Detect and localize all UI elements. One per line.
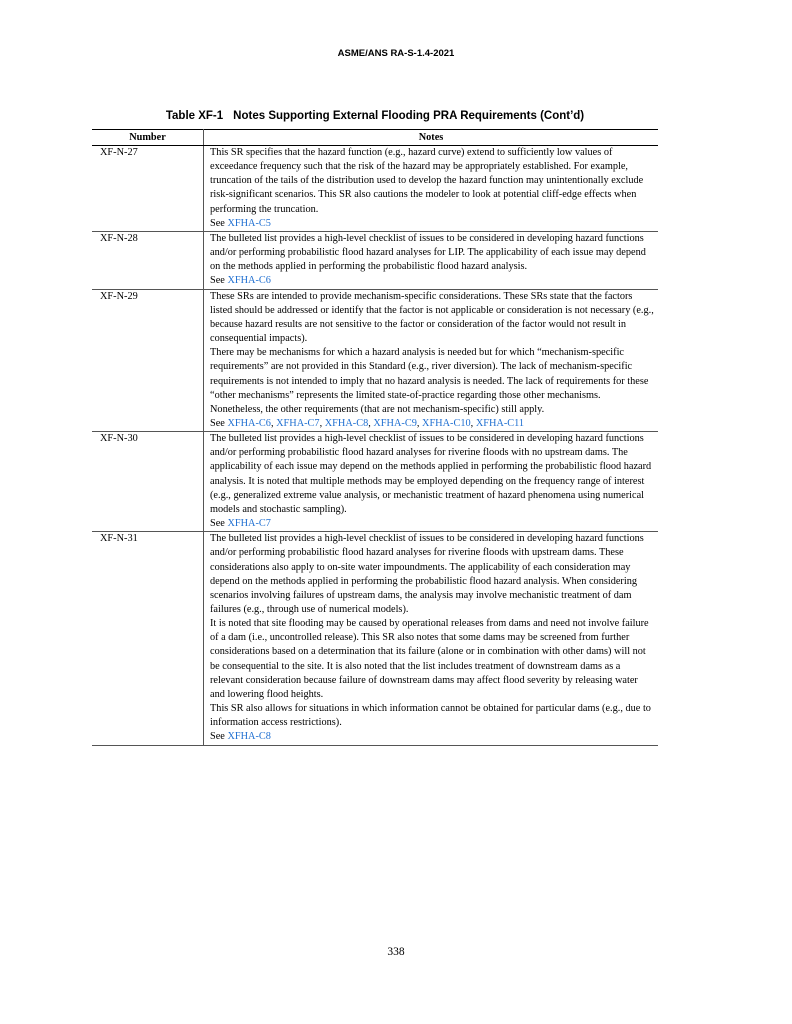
table-caption-label: Table XF-1 <box>165 110 224 122</box>
see-prefix: See <box>210 217 225 229</box>
row-number: XF-N-29 <box>92 289 204 432</box>
notes-table <box>92 129 658 746</box>
table-row <box>92 432 658 532</box>
table-caption-title: Notes Supporting External Flooding PRA Requirements (Cont’d) <box>233 110 585 122</box>
note-paragraph: There may be mechanisms for which a hazard analysis is needed but for which “mechanism-specific requirements” are not provided in this Standard (e.g., river diversion). The lack of mechanism-specific requirements is not intended to imply that no hazard analysis is needed. The lack of requirements for these “other mechanisms” represents the limited state-of-practice regarding those other mechanisms. Nonetheless, the other requirements (that are not mechanism-specific) still apply. <box>210 347 649 415</box>
note-paragraph: The bulleted list provides a high-level checklist of issues to be considered in developing hazard functions and/or performing probabilistic flood hazard analyses for riverine floods with upstream dams. These considerations also apply to on-site water impoundments. The applicability of each consideration may depend on the methods applied in performing the probabilistic flood hazard analysis. When considering scenarios involving failures of upstream dams, the analysis may involve mechanistic treatment of dam failures (e.g., through use of numerical models). <box>210 533 644 615</box>
note-paragraph: It is noted that site flooding may be caused by operational releases from dams and need not involve failure of a dam (i.e., uncontrolled release). This SR also notes that some dams may be screened from further considerations based on a determination that its failure (alone or in combination with other dams) will not be consequential to the site. It is also noted that the list includes treatment of downstream dams as a relevant consideration because failure of downstream dams may affect flood severity by releasing water and lowering flood heights. <box>210 618 649 700</box>
row-notes <box>204 532 659 745</box>
row-number: XF-N-27 <box>92 146 204 232</box>
note-paragraph: This SR specifies that the hazard function (e.g., hazard curve) extend to sufficiently low values of exceedance frequency such that the risk of the hazard may be appropriately established. For example, truncation of the tails of the distribution used to develop the hazard function may unintentionally exclude risk-significant scenarios. This SR also cautions the modeler to look at potential cliff-edge effects when performing the truncation. <box>210 147 644 215</box>
cross-reference-link[interactable]: XFHA-C10 <box>422 417 471 429</box>
see-references <box>210 730 654 744</box>
cross-reference-link[interactable]: XFHA-C7 <box>276 417 320 429</box>
see-references <box>210 217 654 231</box>
running-header: ASME/ANS RA-S-1.4-2021 <box>337 48 455 59</box>
note-paragraph: This SR also allows for situations in which information cannot be obtained for particular dams (e.g., due to information access restrictions). <box>210 703 651 729</box>
table-row <box>92 289 658 432</box>
see-prefix: See <box>210 731 225 743</box>
cross-reference-link[interactable]: XFHA-C7 <box>227 518 271 530</box>
see-references <box>210 517 654 531</box>
row-notes <box>204 289 659 432</box>
row-number: XF-N-30 <box>92 432 204 532</box>
cross-reference-link[interactable]: XFHA-C8 <box>324 417 369 429</box>
row-number: XF-N-31 <box>92 532 204 745</box>
see-prefix: See <box>210 275 225 287</box>
row-notes <box>204 146 659 232</box>
row-notes <box>204 231 659 289</box>
cross-reference-link[interactable]: XFHA-C6 <box>227 275 271 287</box>
page-number: 338 <box>387 946 405 958</box>
table-header-row <box>92 130 658 146</box>
row-notes <box>204 432 659 532</box>
see-references: See XFHA-C6, XFHA-C7, XFHA-C8, XFHA-C9, XFHA-C10, XFHA-C11 <box>210 417 525 429</box>
column-header-notes: Notes <box>204 130 659 146</box>
table-body <box>92 146 658 746</box>
cross-reference-link[interactable]: XFHA-C5 <box>227 217 271 229</box>
column-header-number: Number <box>92 130 204 146</box>
cross-reference-link[interactable]: XFHA-C11 <box>475 417 525 429</box>
row-number: XF-N-28 <box>92 231 204 289</box>
note-paragraph: The bulleted list provides a high-level checklist of issues to be considered in developing hazard functions and/or performing probabilistic flood hazard analyses for LIP. The applicability of each issue may depend on the methods applied in performing the probabilistic flood hazard analysis. <box>210 232 646 273</box>
table-row <box>92 231 658 289</box>
note-paragraph: The bulleted list provides a high-level checklist of issues to be considered in developing hazard functions and/or performing probabilistic flood hazard analyses for riverine floods with no upstream dams. The applicability of each issue may depend on the methods applied in performing the probabilistic flood hazard analysis. It is noted that multiple methods may be employed depending on the frequency range of interest (e.g., generalized extreme value analysis, or mechanistic treatment of hazard phenomena using numerical models and stochastic sampling). <box>210 433 652 515</box>
see-prefix: See <box>210 518 225 530</box>
see-references <box>210 274 654 288</box>
cross-reference-link[interactable]: XFHA-C9 <box>373 417 417 429</box>
cross-reference-link[interactable]: XFHA-C6 <box>227 417 271 429</box>
table-row <box>92 532 658 745</box>
cross-reference-link[interactable]: XFHA-C8 <box>227 731 271 743</box>
table-caption <box>92 110 658 122</box>
table-row <box>92 146 658 232</box>
see-prefix: See <box>210 417 225 429</box>
note-paragraph: These SRs are intended to provide mechanism-specific considerations. These SRs state that the factors listed should be addressed or identify that the factor is not applicable or consideration is not necessary (e.g., because hazard results are not sensitive to the factor or consideration of the factor would not result in consequential impacts). <box>210 290 654 345</box>
